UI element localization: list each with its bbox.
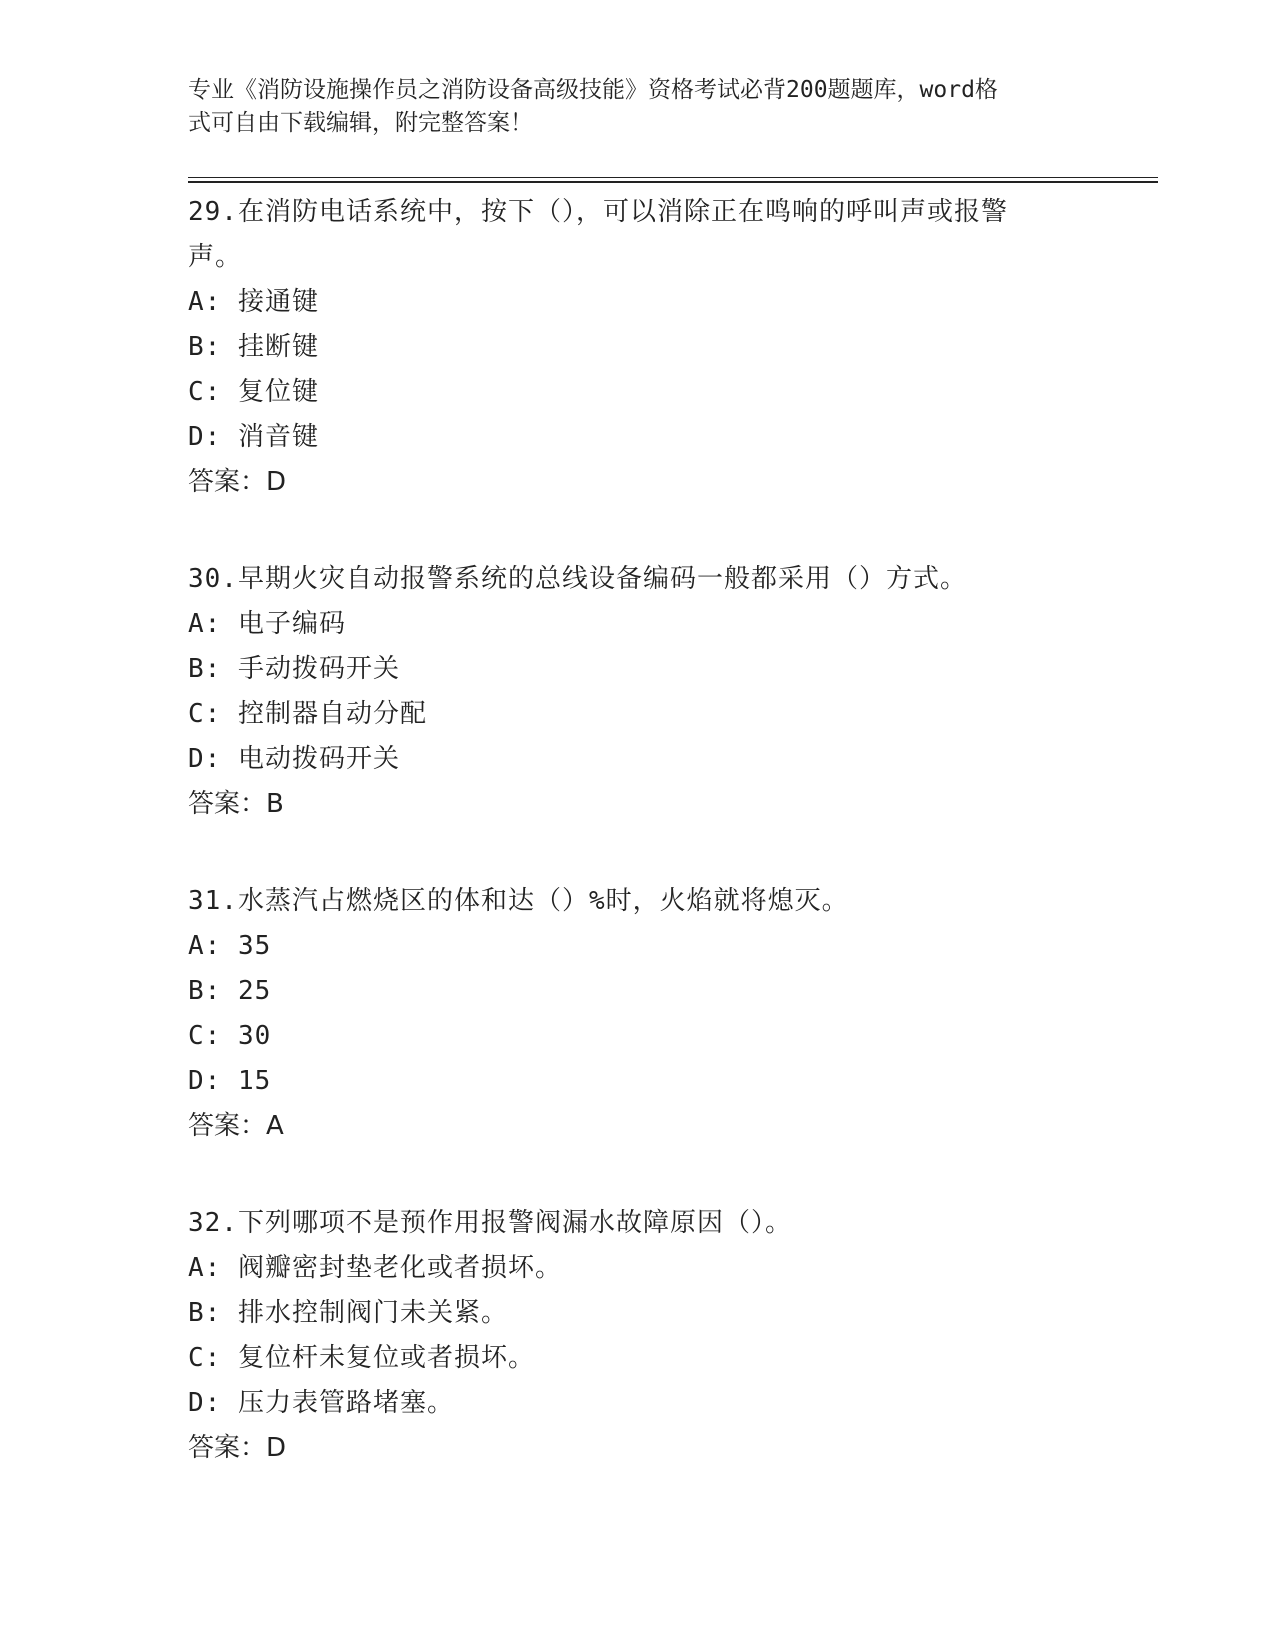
question-stem: 30.早期火灾自动报警系统的总线设备编码一般都采用（）方式。 (188, 564, 967, 594)
answer-line: 答案：D (188, 467, 287, 497)
question-stem: 31.水蒸汽占燃烧区的体和达（）%时，火焰就将熄灭。 (188, 886, 849, 916)
option-b: B: 挂断键 (188, 332, 319, 362)
option-b: B: 排水控制阀门未关紧。 (188, 1298, 508, 1328)
question-list (188, 190, 1088, 1523)
header-divider-thick (188, 181, 1158, 183)
option-a: A: 35 (188, 931, 272, 961)
option-d: D: 压力表管路堵塞。 (188, 1388, 454, 1418)
option-c: C: 控制器自动分配 (188, 699, 427, 729)
answer-line: 答案：B (188, 789, 284, 819)
option-a: A: 阀瓣密封垫老化或者损坏。 (188, 1253, 562, 1283)
option-c: C: 30 (188, 1021, 272, 1051)
question-32 (188, 1201, 1088, 1471)
option-c: C: 复位杆未复位或者损坏。 (188, 1343, 535, 1373)
option-b: B: 25 (188, 976, 272, 1006)
question-stem: 32.下列哪项不是预作用报警阀漏水故障原因（）。 (188, 1208, 792, 1238)
question-stem-continued: 声。 (188, 242, 243, 272)
option-a: A: 接通键 (188, 287, 319, 317)
option-d: D: 电动拨码开关 (188, 744, 400, 774)
document-header (188, 74, 1068, 140)
header-line-2: 式可自由下载编辑，附完整答案！ (188, 110, 533, 136)
question-29 (188, 190, 1088, 505)
question-stem: 29.在消防电话系统中，按下（），可以消除正在鸣响的呼叫声或报警 (188, 197, 1008, 227)
option-d: D: 消音键 (188, 422, 319, 452)
question-30 (188, 557, 1088, 827)
option-a: A: 电子编码 (188, 609, 346, 639)
answer-line: 答案：A (188, 1111, 284, 1141)
option-d: D: 15 (188, 1066, 272, 1096)
answer-line: 答案：D (188, 1433, 287, 1463)
option-b: B: 手动拨码开关 (188, 654, 400, 684)
header-divider-thin (188, 177, 1158, 178)
option-c: C: 复位键 (188, 377, 319, 407)
question-31 (188, 879, 1088, 1149)
header-line-1: 专业《消防设施操作员之消防设备高级技能》资格考试必背200题题库，word格 (188, 77, 998, 103)
